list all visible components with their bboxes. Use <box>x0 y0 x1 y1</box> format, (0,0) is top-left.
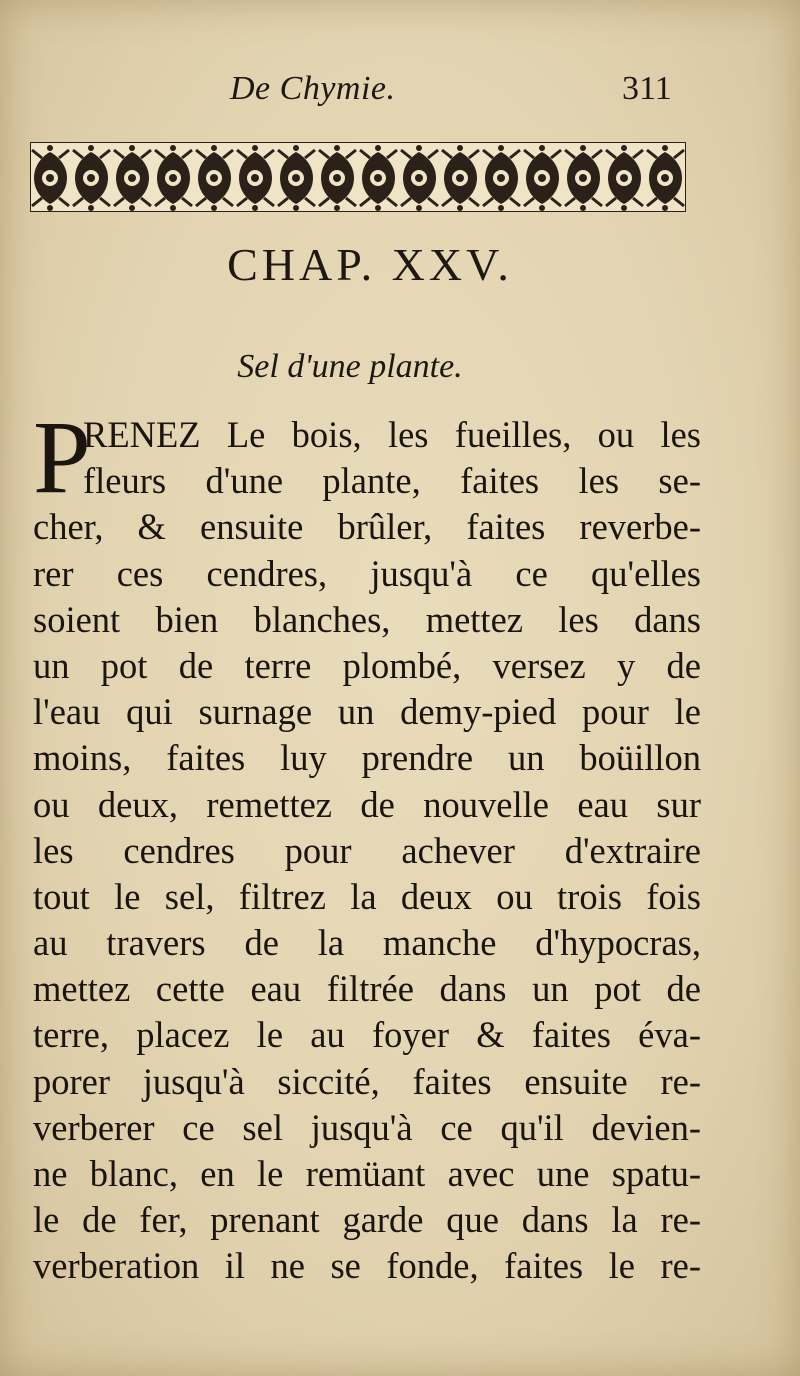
text-line: verberer ce sel jusqu'à ce qu'il devien- <box>33 1106 701 1148</box>
text-line: RENEZ Le bois, les fueilles, ou les <box>83 414 701 455</box>
chapter-title: CHAP. XXV. <box>227 239 513 290</box>
running-title: De Chymie. <box>230 70 396 107</box>
text-line: le de fer, prenant garde que dans la re- <box>33 1199 701 1241</box>
text-line: fleurs d'une plante, faites les se- <box>83 460 701 502</box>
page-header <box>0 62 800 112</box>
text-line: cher, & ensuite brûler, faites reverbe- <box>33 506 701 548</box>
text-line: moins, faites luy prendre un boüillon <box>33 737 701 779</box>
text-line: les cendres pour achever d'extraire <box>33 829 701 871</box>
ornament-band <box>30 142 686 212</box>
page-number: 311 <box>622 70 672 107</box>
text-line: mettez cette eau filtrée dans un pot de <box>33 968 701 1010</box>
body-text <box>33 400 701 1290</box>
text-line: au travers de la manche d'hypocras, <box>33 922 701 964</box>
text-line: verberation il ne se fonde, faites le re- <box>33 1245 701 1287</box>
text-line: un pot de terre plombé, versez y de <box>33 644 701 686</box>
drop-cap: P <box>33 400 91 515</box>
text-line: rer ces cendres, jusqu'à ce qu'elles <box>33 552 701 594</box>
text-line: ou deux, remettez de nouvelle eau sur <box>33 783 701 825</box>
text-line: porer jusqu'à siccité, faites ensuite re- <box>33 1060 701 1102</box>
text-line: terre, placez le au foyer & faites éva- <box>33 1014 701 1056</box>
text-line: ne blanc, en le remüant avec une spatu- <box>33 1153 701 1194</box>
text-line: l'eau qui surnage un demy-pied pour le <box>33 691 701 733</box>
text-line: tout le sel, filtrez la deux ou trois fois <box>33 875 701 917</box>
section-title: Sel d'une plante. <box>237 348 463 385</box>
text-line: soient bien blanches, mettez les dans <box>33 598 701 640</box>
